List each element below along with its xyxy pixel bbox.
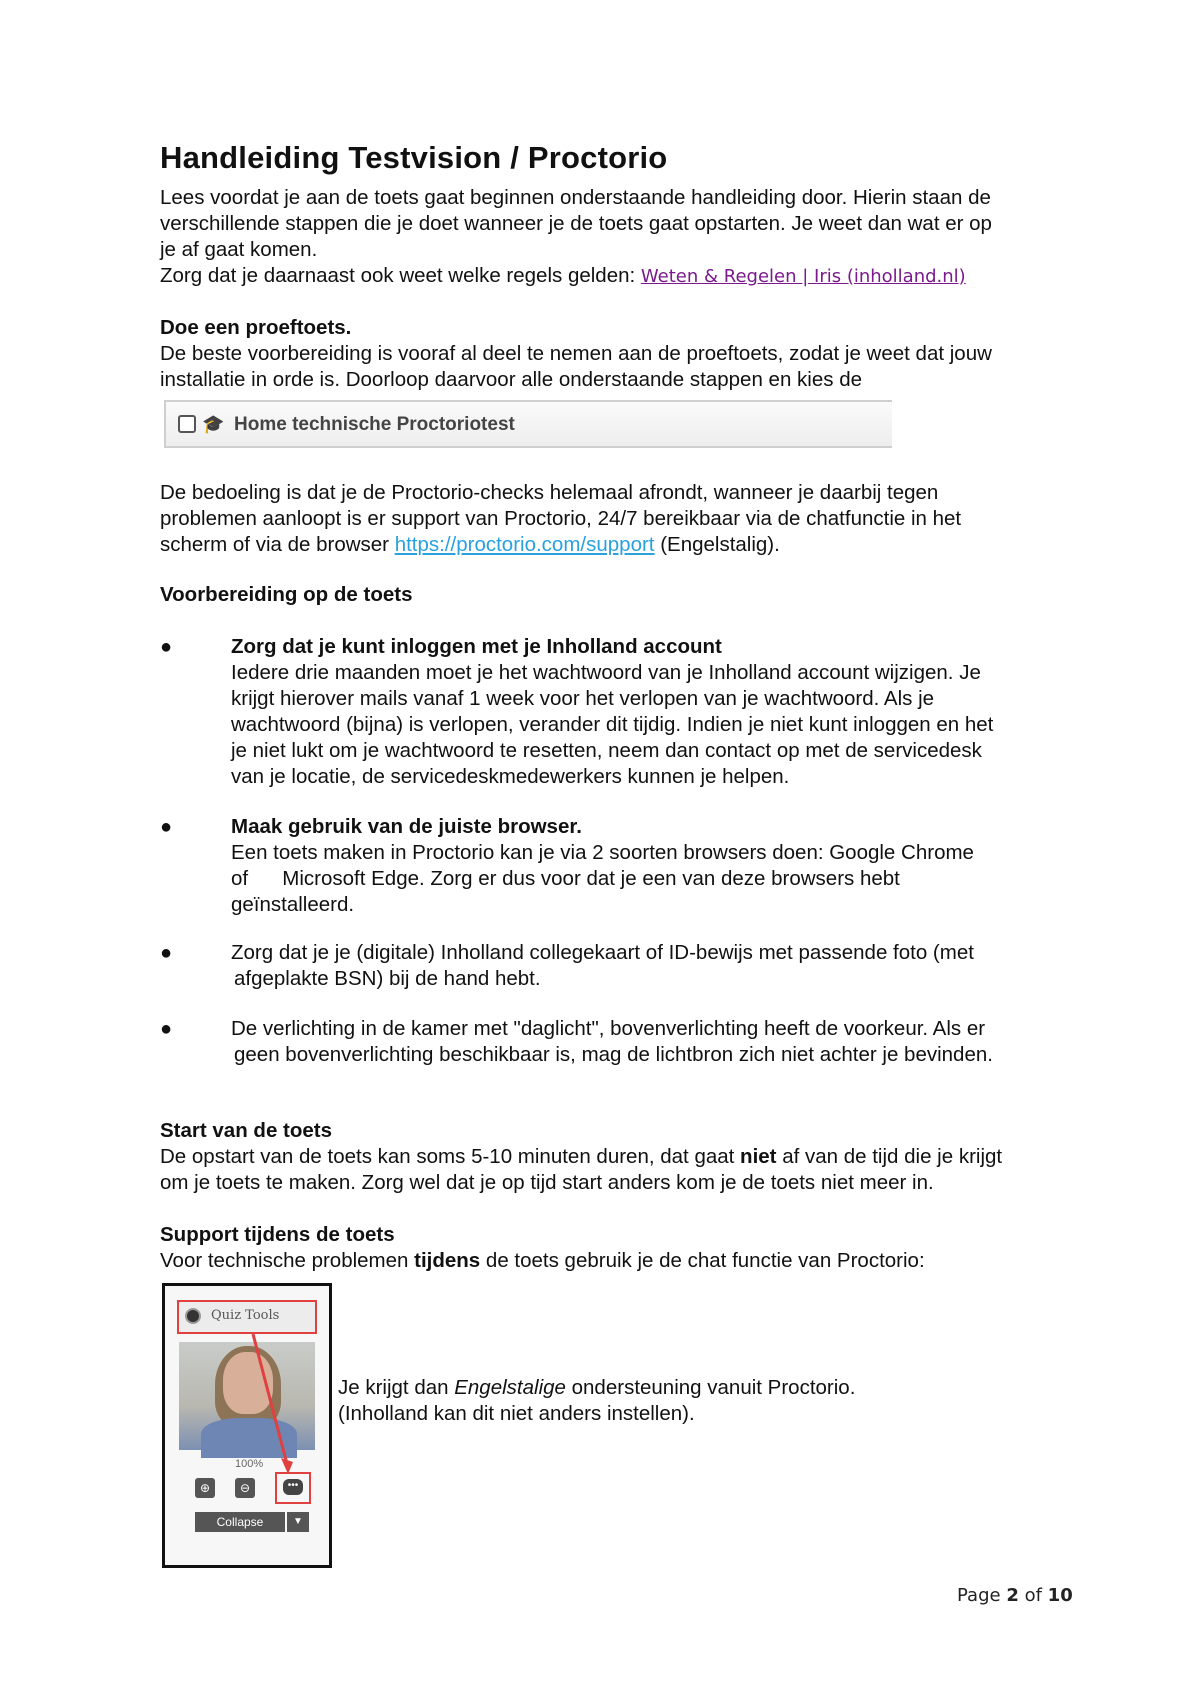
start-heading: Start van de toets (160, 1119, 333, 1142)
voorbereiding-heading: Voorbereiding op de toets (160, 583, 413, 606)
start-line-2: om je toets te maken. Zorg wel dat je op tijd start anders kom je de toets niet meer in. (160, 1171, 934, 1194)
bullet-collegekaart-line-1: Zorg dat je je (digitale) Inholland collegekaart of ID-bewijs met passende foto (met (231, 941, 974, 964)
support-heading: Support tijdens de toets (160, 1223, 395, 1246)
chat-icon: ••• (283, 1479, 303, 1495)
quiz-tools-screenshot (162, 1283, 332, 1568)
page-total: 10 (1047, 1585, 1073, 1606)
bedoeling-line-3-suffix: (Engelstalig). (654, 533, 780, 556)
graduation-cap-icon: 🎓 (202, 414, 225, 434)
bullet-verlichting-line-2: geen bovenverlichting beschikbaar is, mag de lichtbron zich niet achter je bevinden. (234, 1043, 993, 1066)
bullet-inloggen-line-4: je niet lukt om je wachtwoord te resetten, neem dan contact op met de servicedesk (231, 739, 982, 762)
bullet-collegekaart (160, 940, 1065, 992)
page-title: Handleiding Testvision / Proctorio (160, 140, 668, 175)
bullet-inloggen-line-2: krijgt hierover mails vanaf 1 week voor het verlopen van je wachtwoord. Als je (231, 687, 935, 710)
proeftoets-heading: Doe een proeftoets. (160, 316, 352, 339)
checkbox-icon (178, 415, 196, 433)
of-word: of (1024, 1585, 1042, 1606)
intro-line-2: verschillende stappen die je doet wanneer je de toets gaat opstarten. Je weet dan wat er op (160, 212, 992, 235)
dropdown-arrow-icon: ▼ (287, 1512, 309, 1532)
proeftoets-line-1: De beste voorbereiding is vooraf al deel te nemen aan de proeftoets, zodat je weet dat jouw (160, 342, 992, 365)
bullet-verlichting-line-1: De verlichting in de kamer met "daglicht", bovenverlichting heeft de voorkeur. Als er (231, 1017, 986, 1040)
bullet-inloggen-line-5: van je locatie, de servicedeskmedewerkers kunnen je helpen. (231, 765, 790, 788)
quiz-tools-label: Quiz Tools (211, 1308, 280, 1323)
intro-line-1: Lees voordat je aan de toets gaat beginnen onderstaande handleiding door. Hierin staan de (160, 186, 991, 209)
start-line-1-pre: De opstart van de toets kan soms 5-10 minuten duren, dat gaat (160, 1145, 741, 1168)
bullet-inloggen (160, 634, 1065, 790)
support-line-1-bold: tijdens (414, 1249, 481, 1272)
zoom-in-icon: ⊕ (195, 1478, 215, 1498)
collapse-button: Collapse (195, 1512, 285, 1532)
bedoeling-line-3-text: scherm of via de browser (160, 533, 395, 556)
bullet-browser-line-1: Een toets maken in Proctorio kan je via 2 soorten browsers doen: Google Chrome (231, 841, 974, 864)
bullet-inloggen-line-1: Iedere drie maanden moet je het wachtwoord van je Inholland account wijzigen. Je (231, 661, 981, 684)
document-page (160, 0, 1080, 1698)
proeftoets-line-2: installatie in orde is. Doorloop daarvoor alle onderstaande stappen en kies de (160, 368, 863, 391)
bullet-browser-line-2: of Microsoft Edge. Zorg er dus voor dat je een van deze browsers hebt (231, 867, 900, 890)
support-side-line-1 (338, 1375, 1038, 1401)
support-line-1 (160, 1248, 1080, 1274)
bedoeling-line-2: problemen aanloopt is er support van Proctorio, 24/7 bereikbaar via de chatfunctie in het (160, 507, 962, 530)
support-side-post: ondersteuning vanuit Proctorio. (565, 1376, 856, 1399)
proctoriotest-label: Home technische Proctoriotest (234, 414, 515, 435)
bullet-browser-heading: Maak gebruik van de juiste browser. (231, 815, 582, 838)
red-arrow-icon (165, 1286, 329, 1565)
page-number (957, 1585, 1073, 1606)
zoom-level: 100% (235, 1458, 264, 1470)
bullet-dot-icon: ● (160, 1018, 173, 1040)
rules-link[interactable]: Weten & Regelen | Iris (inholland.nl) (640, 266, 966, 287)
intro-rules-text: Zorg dat je daarnaast ook weet welke regels gelden: (160, 264, 641, 287)
support-line-1-pre: Voor technische problemen (160, 1249, 415, 1272)
bedoeling-line-3 (160, 532, 1080, 558)
support-side-pre: Je krijgt dan (338, 1376, 455, 1399)
support-line-1-post: de toets gebruik je de chat functie van Proctorio: (480, 1249, 925, 1272)
bullet-dot-icon: ● (160, 636, 173, 658)
bullet-browser-line-3: geïnstalleerd. (231, 893, 355, 916)
support-side-line-2: (Inholland kan dit niet anders instellen). (338, 1402, 695, 1425)
bedoeling-line-1: De bedoeling is dat je de Proctorio-checks helemaal afrondt, wanneer je daarbij tegen (160, 481, 939, 504)
bullet-dot-icon: ● (160, 816, 173, 838)
bullet-browser (160, 814, 1065, 918)
start-line-1-bold: niet (740, 1145, 777, 1168)
bullet-inloggen-line-3: wachtwoord (bijna) is verlopen, verander dit tijdig. Indien je niet kunt inloggen en het (231, 713, 994, 736)
page-word: Page (957, 1585, 1001, 1606)
support-side-italic: Engelstalige (454, 1376, 566, 1399)
proctoriotest-screenshot (164, 400, 892, 448)
bullet-collegekaart-line-2: afgeplakte BSN) bij de hand hebt. (234, 967, 541, 990)
bullet-verlichting (160, 1016, 1065, 1068)
bullet-dot-icon: ● (160, 942, 173, 964)
intro-line-3: je af gaat komen. (160, 238, 318, 261)
start-line-1-post: af van de tijd die je krijgt (776, 1145, 1003, 1168)
start-line-1 (160, 1144, 1080, 1170)
intro-line-4 (160, 263, 1080, 290)
proctorio-support-link[interactable]: https://proctorio.com/support (394, 533, 655, 556)
zoom-out-icon: ⊖ (235, 1478, 255, 1498)
bullet-inloggen-heading: Zorg dat je kunt inloggen met je Inholland account (231, 635, 722, 658)
page-current: 2 (1006, 1585, 1019, 1606)
